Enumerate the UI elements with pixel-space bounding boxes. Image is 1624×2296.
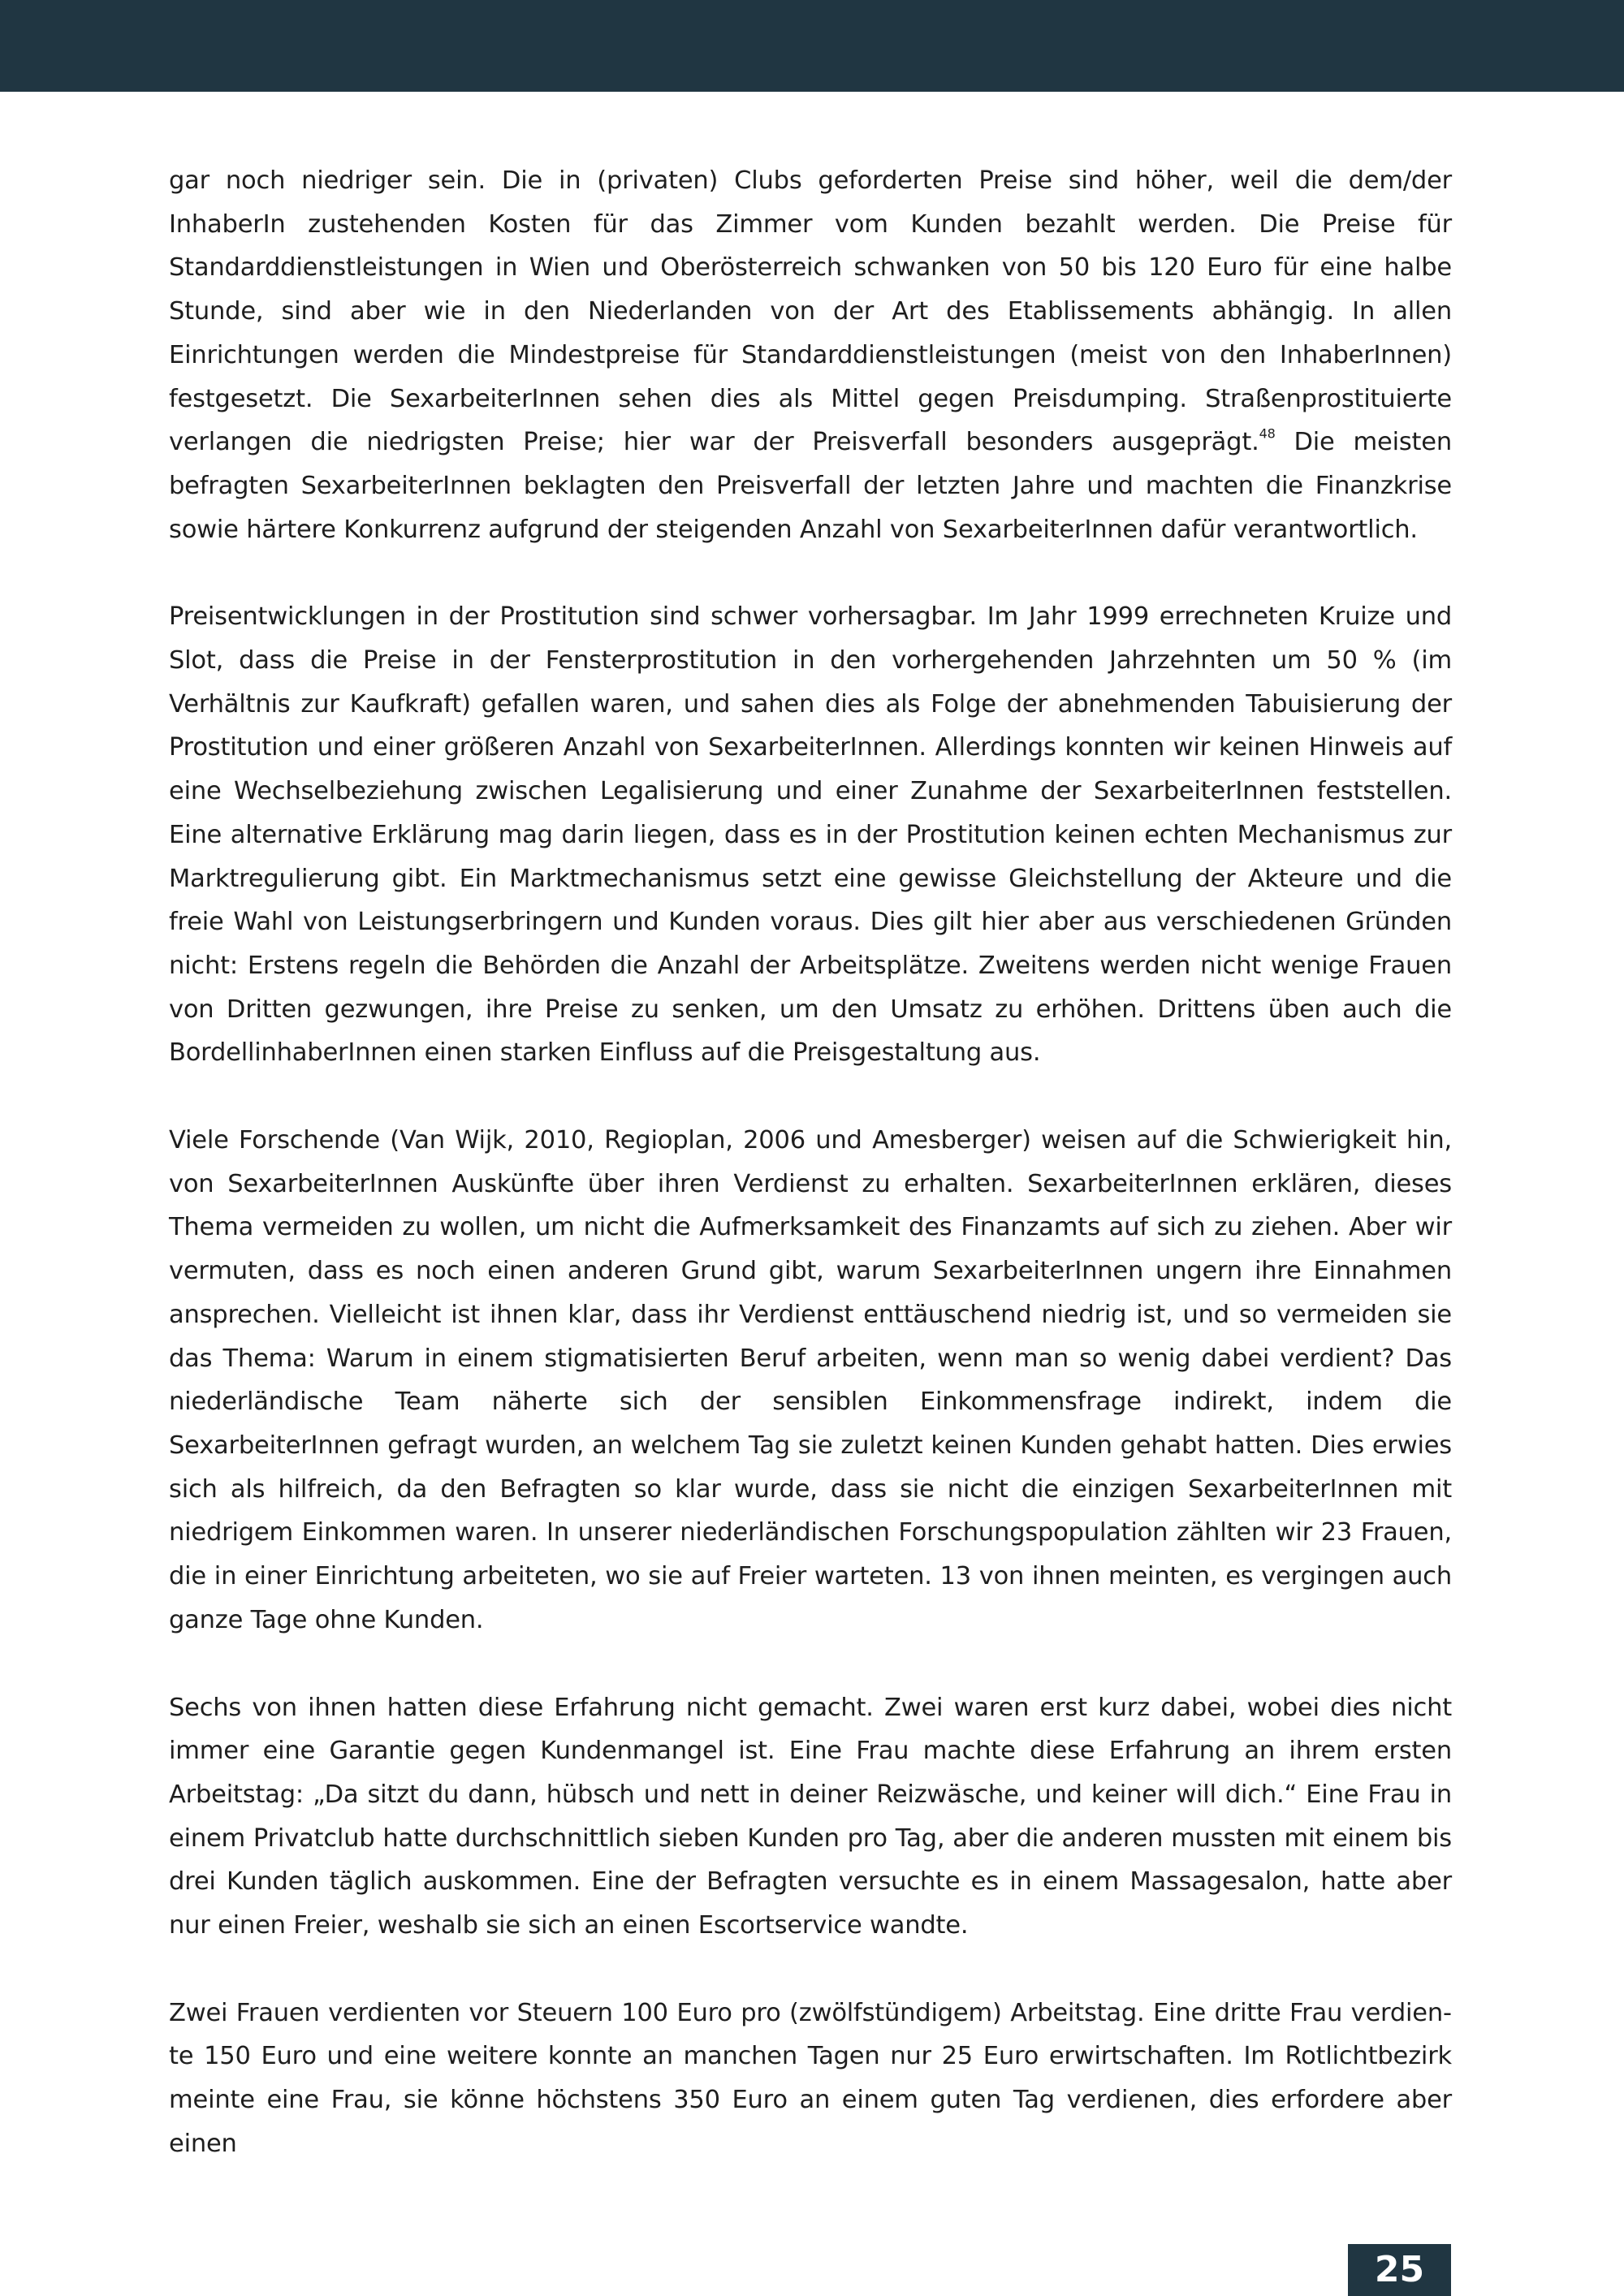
- paragraph-1-text-end: Die meisten befragten SexarbeiterInnen beklagten den Preisverfall der letzten Jahre und machten die Finanzkrise sowie härtere Konkurrenz aufgrund der steigenden Anzahl von SexarbeiterInnen dafür verantwortlich.: [169, 428, 1453, 544]
- page-number: 25: [1348, 2244, 1451, 2296]
- paragraph-2: Preisentwicklungen in der Prostitution sind schwer vorhersagbar. Im Jahr 1999 errechneten Kruize und Slot, dass die Preise in der Fensterprostitution in den vorhergehenden Jahrzehnten um 50 % (im Verhältnis zur Kaufkraft) gefallen waren, und sahen dies als Folge der abnehmenden Tabuisierung der Prostitution und einer größeren Anzahl von SexarbeiterInnen. Allerdings konnten wir keinen Hinweis auf eine Wechselbeziehung zwischen Legalisierung und einer Zunahme der SexarbeiterInnen feststellen. Eine alternative Erklärung mag darin liegen, dass es in der Prostitution keinen echten Mechanismus zur Marktregulierung gibt. Ein Marktmechanismus setzt eine gewisse Gleichstellung der Akteure und die freie Wahl von Leistungserbringern und Kunden voraus. Dies gilt hier aber aus verschiedenen Gründen nicht: Erstens regeln die Behörden die Anzahl der Arbeitsplätze. Zweitens werden nicht wenige Frauen von Dritten gezwungen, ihre Preise zu senken, um den Umsatz zu erhöhen. Drittens üben auch die BordellinhaberInnen einen starken Einfluss auf die Preisgestaltung aus.: [169, 602, 1452, 1068]
- footnote-marker-48: 48: [1259, 425, 1276, 442]
- paragraph-3: Viele Forschende (Van Wijk, 2010, Regioplan, 2006 und Amesberger) weisen auf die Schwierigkeit hin, von SexarbeiterInnen Auskünfte über ihren Verdienst zu erhalten. SexarbeiterInnen erklären, dieses Thema vermeiden zu wollen, um nicht die Aufmerksamkeit des Finanzamts auf sich zu ziehen. Aber wir vermuten, dass es noch einen anderen Grund gibt, warum SexarbeiterInnen ungern ihre Einnahmen ansprechen. Vielleicht ist ihnen klar, dass ihr Verdienst enttäuschend niedrig ist, und so vermeiden sie das Thema: Warum in einem stigmatisierten Beruf arbeiten, wenn man so wenig dabei verdient? Das niederländische Team näherte sich der sensiblen Einkommensfrage indirekt, indem die SexarbeiterInnen gefragt wurden, an welchem Tag sie zuletzt keinen Kunden gehabt hatten. Dies erwies sich als hilfreich, da den Befragten so klar wurde, dass sie nicht die einzigen SexarbeiterInnen mit niedrigem Einkommen waren. In unserer niederländischen Forschungspopulation zählten wir 23 Frauen, die in einer Einrichtung arbeiteten, wo sie auf Freier warteten. 13 von ihnen meinten, es vergingen auch ganze Tage ohne Kunden.: [169, 1126, 1452, 1634]
- page-body: [169, 159, 1452, 2210]
- paragraph-1: [169, 159, 1452, 551]
- paragraph-1-text-start: gar noch niedriger sein. Die in (privaten) Clubs geforderten Preise sind höher, weil die dem/der InhaberIn zustehenden Kosten für das Zimmer vom Kunden bezahlt werden. Die Preise für Standarddienstleistungen in Wien und Oberösterreich schwanken von 50 bis 120 Euro für eine halbe Stunde, sind aber wie in den Niederlanden von der Art des Etablissements abhängig. In allen Einrichtungen werden die Mindestpreise für Standarddienstleistungen (meist von den InhaberInnen) festgesetzt. Die SexarbeiterInnen sehen dies als Mittel gegen Preisdumping. Straßenprostituierte verlangen die niedrigsten Preise; hier war der Preisverfall besonders ausgeprägt.: [169, 166, 1452, 457]
- header-bar: [0, 0, 1624, 92]
- paragraph-5: Zwei Frauen verdienten vor Steuern 100 Euro pro (zwölfstündigem) Arbeitstag. Eine dritte Frau verdiente 150 Euro und eine weitere konnte an manchen Tagen nur 25 Euro erwirtschaften. Im Rotlichtbezirk meinte eine Frau, sie könne höchstens 350 Euro an einem guten Tag verdienen, dies erfordere aber einen: [169, 1998, 1452, 2158]
- paragraph-4: Sechs von ihnen hatten diese Erfahrung nicht gemacht. Zwei waren erst kurz dabei, wobei dies nicht immer eine Garantie gegen Kundenmangel ist. Eine Frau machte diese Erfahrung an ihrem ersten Arbeitstag: „Da sitzt du dann, hübsch und nett in deiner Reizwäsche, und keiner will dich.“ Eine Frau in einem Privatclub hatte durchschnittlich sieben Kunden pro Tag, aber die anderen mussten mit einem bis drei Kunden täglich auskommen. Eine der Befragten versuchte es in einem Massagesalon, hatte aber nur einen Freier, weshalb sie sich an einen Escortservice wandte.: [169, 1693, 1452, 1940]
